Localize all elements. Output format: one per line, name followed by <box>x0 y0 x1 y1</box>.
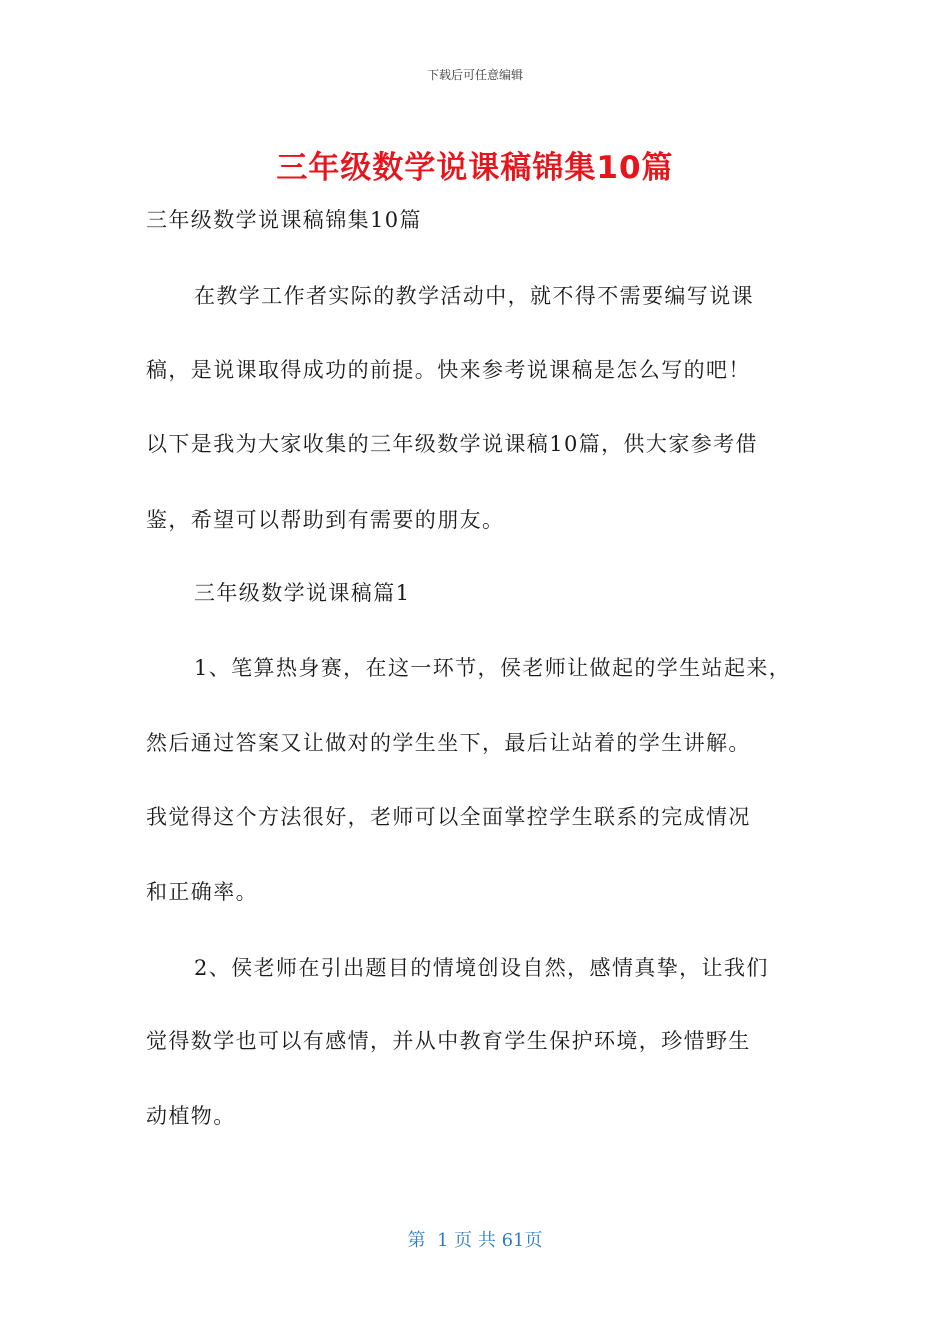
document-title: 三年级数学说课稿锦集10篇 <box>276 150 674 186</box>
paragraph-line: 稿，是说课取得成功的前提。快来参考说课稿是怎么写的吧！ <box>146 358 751 382</box>
paragraph-line: 鉴，希望可以帮助到有需要的朋友。 <box>146 508 505 532</box>
paragraph-line: 动植物。 <box>146 1104 236 1128</box>
section-heading: 三年级数学说课稿篇1 <box>194 581 411 605</box>
paragraph-line: 觉得数学也可以有感情，并从中教育学生保护环境，珍惜野生 <box>146 1029 751 1053</box>
subtitle-line: 三年级数学说课稿锦集10篇 <box>146 208 422 232</box>
header-note: 下载后可任意编辑 <box>426 68 523 82</box>
page-footer: 第 1 页 共 61页 <box>407 1230 543 1251</box>
paragraph-line: 1、笔算热身赛，在这一环节，侯老师让做起的学生站起来， <box>194 656 792 680</box>
paragraph-line: 在教学工作者实际的教学活动中，就不得不需要编写说课 <box>194 284 754 308</box>
paragraph-line: 我觉得这个方法很好，老师可以全面掌控学生联系的完成情况 <box>146 805 751 829</box>
paragraph-line: 然后通过答案又让做对的学生坐下，最后让站着的学生讲解。 <box>146 731 751 755</box>
paragraph-line: 2、侯老师在引出题目的情境创设自然，感情真挚，让我们 <box>194 956 769 980</box>
paragraph-line: 以下是我为大家收集的三年级数学说课稿10篇，供大家参考借 <box>146 432 758 456</box>
paragraph-line: 和正确率。 <box>146 880 258 904</box>
